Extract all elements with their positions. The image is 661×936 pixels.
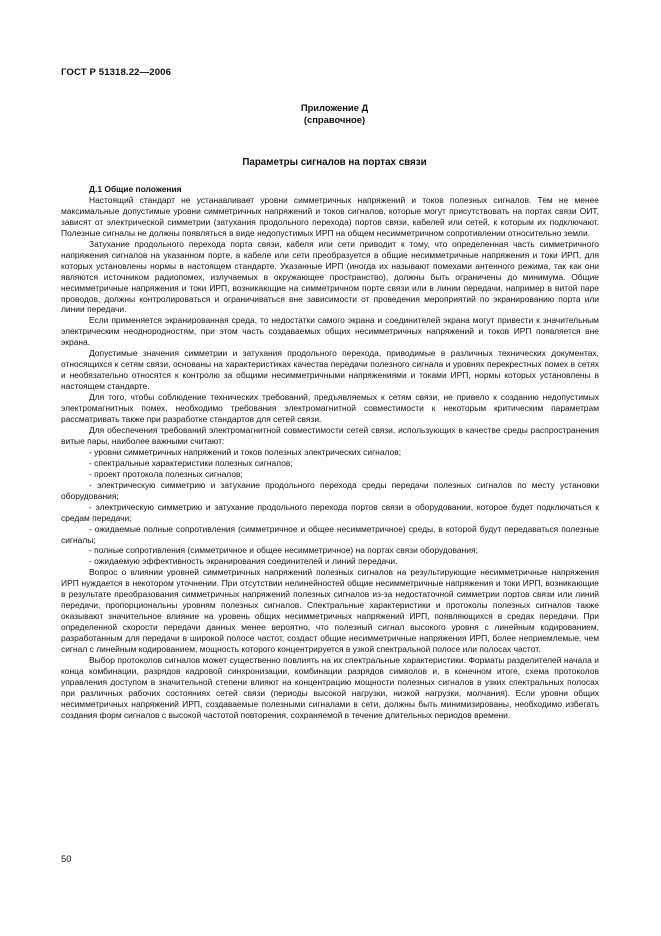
appendix-title: Параметры сигналов на портах связи [242,157,427,168]
paragraph: Настоящий стандарт не устанавливает уровни симметричных напряжений и токов полезных сигналов. Тем не менее максимальные допустимые уровни симметричных напряжений и токов сигналов, которые могут присутствовать на портах связи ОИТ, зависят от электрической симметрии (затухания продольного перехода) портов связи, кабелей или сетей, к которым их подключают. Полезные сигналы не должны появляться в виде недопустимых ИРП на общем несимметричном сопротивлении относительно земли. [61,194,599,238]
paragraph: Выбор протоколов сигналов может существенно повлиять на их спектральные характеристики. Форматы разделителей начала и конца комбинации, разрядов кадровой синхронизации, комбинации разрядов символов и, в конечном итоге, схема протоколов управления доступом в значительной степени влияют на концентрацию мощности полезных сигналов в узких спектральных полосах при различных рабочих состояниях сетей связи (периоды высокой нагрузки, низкой нагрузки, молчания). Если уровни общих несимметричных напряжений ИРП, создаваемые полезными сигналами в сети, должны быть минимизированы, необходимо избегать создания форм сигналов с высокой частотой повторения, сохраняемой в течение длительных периодов времени. [61,654,599,720]
document-body [61,184,599,721]
list-item: - проект протокола полезных сигналов; [89,468,243,479]
appendix-type: (справочное) [303,113,366,125]
appendix-heading [0,102,661,125]
page-number: 50 [61,853,72,864]
list-item: - спектральные характеристики полезных сигналов; [89,457,293,468]
paragraph: Для обеспечения требований электромагнитной совместимости сетей связи, использующих в качестве среды распространения витые пары, наиболее важными считают: [61,424,599,446]
standard-header: ГОСТ Р 51318.22—2006 [61,67,172,78]
paragraph: Затухание продольного перехода порта связи, кабеля или сети приводит к тому, что определенная часть симметричного напряжения сигналов на указанном порте, в кабеле или сети преобразуется в общие несимметричные напряжения и токи ИРП, для которых установлены нормы в настоящем стандарте. Указанные ИРП (иногда их называют помехами антенного режима, так как они являются источником радиопомех, излучаемых в окружающее пространство), должны быть ограничены до минимума. Общие несимметричные напряжения и токи ИРП, возникающие на симметричном порте связи или в линии передачи, например в витой паре проводов, должны контролироваться и ограничиваться вне зависимости от проведения мероприятий по экранированию порта или линии передачи. [61,238,599,315]
paragraph: Вопрос о влиянии уровней симметричных напряжений полезных сигналов на результирующие несимметричные напряжения ИРП нуждается в некотором уточнении. При отсутствии нелинейностей общие несимметричные напряжения и токи ИРП, возникающие в результате преобразования симметричных напряжений полезных сигналов из-за недостаточной симметрии портов связи или линий передачи, пропорциональны уровням полезных сигналов. Спектральные характеристики и протоколы полезных сигналов также оказывают значительное влияние на уровень общих несимметричных напряжений ИРП, появляющихся в средах передачи. При определенной скорости передачи данных менее вероятно, что полезный сигнал высокого уровня с линейным кодированием, разработанным для передачи в широкой полосе частот, создаст общие несимметричные напряжения ИРП, более неприемлемые, чем сигнал с линейным кодированием, мощность которого концентрируется в узкой спектральной полосе или полосах частот. [61,567,599,655]
list-item: - электрическую симметрию и затухание продольного перехода среды передачи полезных сигналов по месту установки оборудования; [61,479,599,501]
list-item: - уровни симметричных напряжений и токов полезных электрических сигналов; [89,446,402,457]
list-item: - электрическую симметрию и затухание продольного перехода портов связи в оборудовании, которое будет подключаться к средам передачи; [61,501,599,523]
list-item: - ожидаемые полные сопротивления (симметричное и общее несимметричное) среды, в которой будут передаваться полезные сигналы; [61,523,599,545]
section-heading: Д.1 Общие положения [89,184,182,194]
paragraph: Допустимые значения симметрии и затухания продольного перехода, приводимые в различных технических документах, относящихся к сетям связи, основаны на характеристиках качества передачи полезного сигнала и уровнях перекрестных помех в сетях и необязательно относятся к контролю за общими несимметричными напряжениями и токами ИРП, нормы которых установлены в настоящем стандарте. [61,348,599,392]
list-item: - ожидаемую эффективность экранирования соединителей и линий передачи. [89,556,398,567]
appendix-label: Приложение Д [300,102,369,113]
paragraph: Для того, чтобы соблюдение технических требований, предъявляемых к сетям связи, не привело к созданию недопустимых электромагнитных помех, необходимо требования электромагнитной совместимости к некоторым критическим параметрам рассматривать также при разработке стандартов для сетей связи. [61,392,599,425]
list-item: - полные сопротивления (симметричное и общее несимметричное) на портах связи оборудования; [89,545,478,556]
paragraph: Если применяется экранированная среда, то недостатки самого экрана и соединителей экрана могут привести к значительным электрическим неоднородностям, при этом часть создаваемых общих несимметричных напряжений и токов ИРП появляется вне экрана. [61,315,599,348]
